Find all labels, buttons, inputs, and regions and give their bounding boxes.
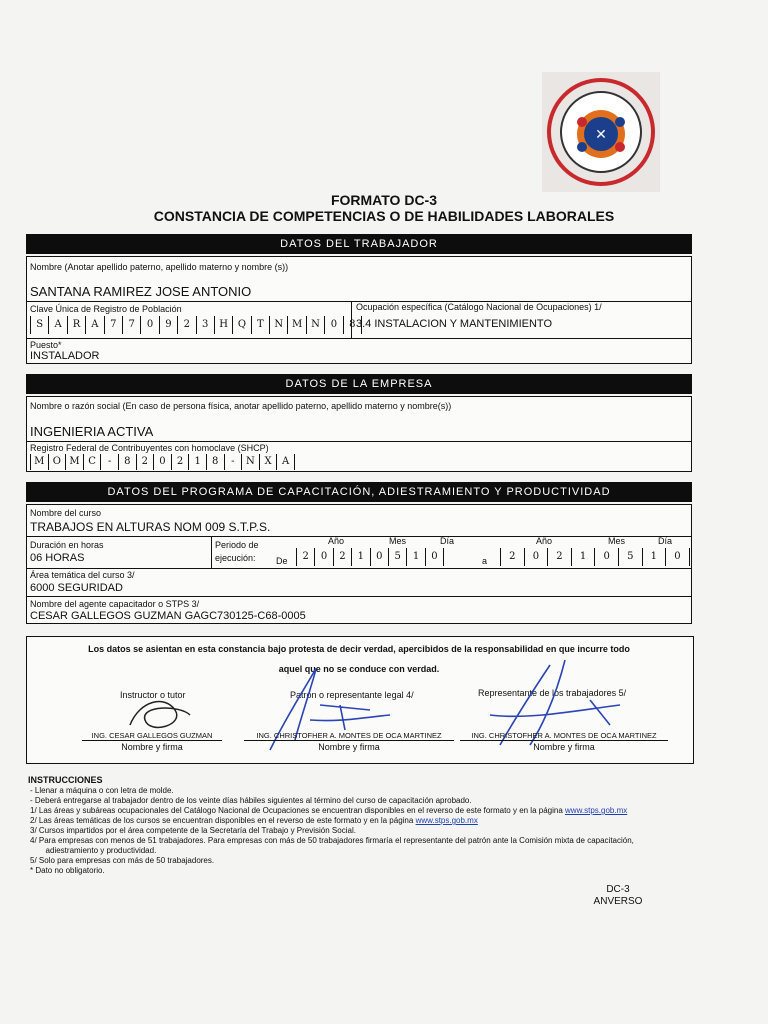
divider: [26, 568, 692, 569]
rfc-char: X: [259, 454, 277, 470]
anio-label: Año: [328, 536, 345, 546]
de-label: De: [276, 556, 288, 566]
divider: [26, 596, 692, 597]
patron-label: Patrón o representante legal 4/: [290, 690, 414, 700]
fecha-inicio-digit: 2: [296, 548, 314, 566]
fecha-inicio-digit: 5: [388, 548, 406, 566]
agente-label: Nombre del agente capacitador o STPS 3/: [30, 599, 200, 609]
divider: [211, 536, 212, 568]
nombre-value: SANTANA RAMIREZ JOSE ANTONIO: [30, 284, 252, 299]
fecha-fin-digit: 0: [594, 548, 618, 566]
periodo-label: Periodo de: [215, 540, 259, 550]
instructor-name: ING. CESAR GALLEGOS GUZMAN: [91, 731, 213, 740]
anio-label-2: Año: [536, 536, 553, 546]
footer-side: ANVERSO: [593, 896, 643, 907]
logo: [542, 72, 660, 192]
curp-cells: [30, 316, 362, 334]
duracion-label: Duración en horas: [30, 540, 104, 550]
curp-char: 0: [140, 316, 158, 334]
rfc-char: 1: [188, 454, 206, 470]
instructor-label: Instructor o tutor: [120, 690, 186, 700]
form-subtitle: CONSTANCIA DE COMPETENCIAS O DE HABILIDADES LABORALES: [153, 208, 615, 224]
mes-label: Mes: [389, 536, 407, 546]
curp-char: A: [85, 316, 103, 334]
fecha-inicio-digit: 2: [333, 548, 351, 566]
agente-value: CESAR GALLEGOS GUZMAN GAGC730125-C68-0005: [30, 610, 306, 622]
inicio-cells: [296, 548, 444, 566]
fecha-fin-digit: 1: [642, 548, 666, 566]
fecha-fin-digit: 1: [571, 548, 595, 566]
dia-label-2: Día: [658, 536, 673, 546]
cell-end: [294, 454, 295, 470]
curp-char: A: [48, 316, 66, 334]
a-label: a: [482, 556, 488, 566]
instruccion-item: 4/ Para empresas con menos de 51 trabajadores. Para empresas con más de 50 trabajadores firmaría el representante del patrón ante la Comisión mixta de capacitación,: [30, 836, 634, 845]
mes-label-2: Mes: [608, 536, 626, 546]
dia-label: Día: [440, 536, 455, 546]
curp-char: 8: [343, 316, 361, 334]
rfc-char: 2: [171, 454, 189, 470]
rfc-char: M: [30, 454, 48, 470]
section-programa: DATOS DEL PROGRAMA DE CAPACITACIÓN, ADIESTRAMIENTO Y PRODUCTIVIDAD: [26, 482, 692, 502]
rfc-cells: [30, 454, 295, 470]
sign-line: [460, 740, 668, 741]
fecha-inicio-digit: 0: [314, 548, 332, 566]
sign-line: [82, 740, 222, 741]
curp-char: 7: [104, 316, 122, 334]
trabajadores-label: Representante de los trabajadores 5/: [478, 688, 627, 698]
cell-end: [443, 548, 444, 566]
razon-value: INGENIERIA ACTIVA: [30, 424, 154, 439]
instrucciones-list: [30, 786, 720, 876]
fecha-fin-digit: 0: [665, 548, 689, 566]
instruccion-item: - Llenar a máquina o con letra de molde.: [30, 786, 174, 795]
rfc-char: N: [241, 454, 259, 470]
curp-char: 0: [324, 316, 342, 334]
rfc-char: 8: [118, 454, 136, 470]
rfc-char: 8: [206, 454, 224, 470]
fecha-inicio-digit: 1: [351, 548, 369, 566]
rfc-char: A: [276, 454, 294, 470]
ocupacion-label: Ocupación específica (Catálogo Nacional de Ocupaciones) 1/: [356, 302, 602, 312]
curp-char: Q: [232, 316, 250, 334]
rfc-char: C: [83, 454, 101, 470]
instruccion-item: * Dato no obligatorio.: [30, 866, 105, 875]
rfc-char: O: [48, 454, 66, 470]
rfc-char: -: [100, 454, 118, 470]
cell-end: [361, 316, 362, 334]
nombre-label: Nombre (Anotar apellido paterno, apellido materno y nombre (s)): [30, 262, 289, 272]
curp-char: N: [306, 316, 324, 334]
curp-char: 3: [196, 316, 214, 334]
fecha-fin-digit: 2: [500, 548, 524, 566]
nombre-firma-1: Nombre y firma: [121, 742, 183, 752]
fin-cells: [500, 548, 690, 566]
razon-label: Nombre o razón social (En caso de persona física, anotar apellido paterno, apellido materno y nombre(s)): [30, 401, 452, 411]
instrucciones-title: INSTRUCCIONES: [28, 775, 103, 785]
curp-char: 2: [177, 316, 195, 334]
fecha-fin-digit: 5: [618, 548, 642, 566]
fecha-inicio-digit: 0: [425, 548, 443, 566]
footer-code: DC-3: [606, 884, 630, 895]
protesta-line-2: aquel que no se conduce con verdad.: [278, 664, 440, 674]
svg-text:✕: ✕: [595, 127, 607, 143]
instruccion-item: adiestramiento y productividad.: [30, 846, 157, 855]
duracion-value: 06 HORAS: [30, 552, 85, 564]
nombre-firma-3: Nombre y firma: [533, 742, 595, 752]
fecha-inicio-digit: 0: [370, 548, 388, 566]
section-trabajador: DATOS DEL TRABAJADOR: [26, 234, 692, 254]
nombre-firma-2: Nombre y firma: [318, 742, 380, 752]
area-label: Área temática del curso 3/: [30, 570, 135, 580]
curso-value: TRABAJOS EN ALTURAS NOM 009 S.T.P.S.: [30, 520, 271, 534]
divider: [26, 536, 692, 537]
trabajadores-name: ING. CHRISTOFHER A. MONTES DE OCA MARTINEZ: [471, 731, 657, 740]
instruccion-item: 3/ Cursos impartidos por el área competente de la Secretaría del Trabajo y Previsión Social.: [30, 826, 356, 835]
rfc-char: 2: [136, 454, 154, 470]
fecha-fin-digit: 2: [547, 548, 571, 566]
stps-link[interactable]: www.stps.gob.mx: [565, 806, 628, 815]
fecha-inicio-digit: 1: [406, 548, 424, 566]
curp-char: S: [30, 316, 48, 334]
section-empresa: DATOS DE LA EMPRESA: [26, 374, 692, 394]
puesto-value: INSTALADOR: [30, 350, 100, 362]
rfc-char: M: [65, 454, 83, 470]
curp-char: 9: [159, 316, 177, 334]
ocupacion-value: 3.4 INSTALACION Y MANTENIMIENTO: [356, 318, 553, 330]
rfc-char: 0: [153, 454, 171, 470]
instruccion-item: - Deberá entregarse al trabajador dentro de los veinte días hábiles siguientes al término del curso de capacitación aprobado.: [30, 796, 472, 805]
instruccion-item: 5/ Solo para empresas con más de 50 trabajadores.: [30, 856, 215, 865]
stps-link-2[interactable]: www.stps.gob.mx: [415, 816, 478, 825]
curp-char: H: [214, 316, 232, 334]
curp-char: 7: [122, 316, 140, 334]
curp-char: R: [67, 316, 85, 334]
form-title: FORMATO DC-3: [330, 192, 438, 208]
area-value: 6000 SEGURIDAD: [30, 582, 123, 594]
divider: [26, 441, 692, 442]
protesta-line-1: Los datos se asientan en esta constancia bajo protesta de decir verdad, apercibidos de la responsabilidad en que incurre todo: [88, 644, 630, 654]
rfc-char: -: [224, 454, 242, 470]
curso-label: Nombre del curso: [30, 508, 102, 518]
curp-char: N: [269, 316, 287, 334]
instruccion-item: 2/ Las áreas temáticas de los cursos se encuentran disponibles en el reverso de este formato y en la página www.stps.gob.mx: [30, 816, 478, 825]
curp-char: T: [251, 316, 269, 334]
puesto-label: Puesto*: [30, 340, 62, 350]
patron-name: ING. CHRISTOFHER A. MONTES DE OCA MARTINEZ: [256, 731, 442, 740]
curp-label: Clave Única de Registro de Población: [30, 304, 182, 314]
periodo-label-2: ejecución:: [215, 553, 256, 563]
sign-line: [244, 740, 454, 741]
divider: [26, 338, 692, 339]
curp-char: M: [287, 316, 305, 334]
fecha-fin-digit: 0: [524, 548, 548, 566]
rfc-label: Registro Federal de Contribuyentes con homoclave (SHCP): [30, 443, 269, 453]
cell-end: [689, 548, 690, 566]
logo-text: [542, 60, 660, 61]
instruccion-item: 1/ Las áreas y subáreas ocupacionales del Catálogo Nacional de Ocupaciones se encuentran disponibles en el reverso de este formato y en la página www.stps.gob.mx: [30, 806, 628, 815]
